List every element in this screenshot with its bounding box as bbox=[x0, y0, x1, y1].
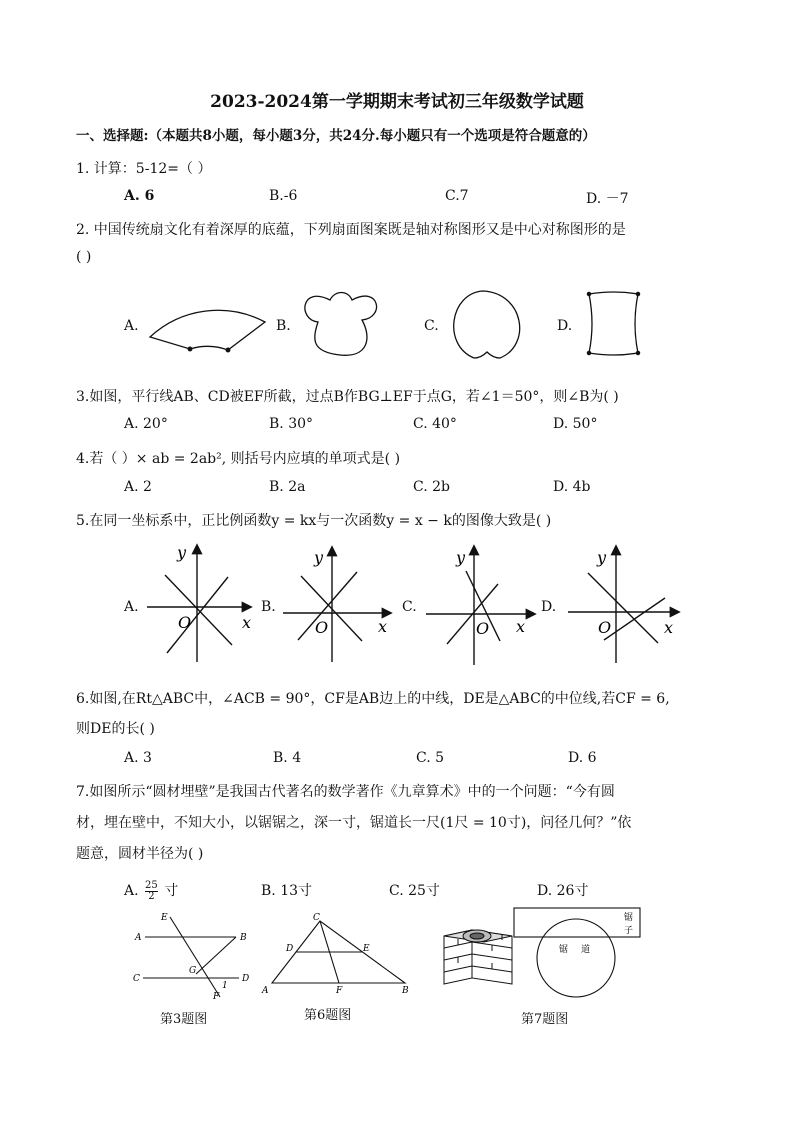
q2-option-a[interactable]: A. bbox=[124, 318, 139, 334]
graph-c-y-label: y bbox=[456, 548, 466, 567]
q3-option-c[interactable]: C. 40° bbox=[413, 416, 457, 432]
question-6-stem-line1: 6.如图,在Rt△ABC中，∠ACB = 90°，CF是AB边上的中线，DE是△ABC的中位线,若CF = 6, bbox=[76, 691, 670, 707]
q2-option-d[interactable]: D. bbox=[557, 318, 573, 334]
q4-option-c[interactable]: C. 2b bbox=[413, 479, 450, 495]
graph-d-x-label: x bbox=[664, 618, 674, 637]
q7-option-a-numerator: 25 bbox=[145, 879, 158, 891]
q1-option-a[interactable]: A. 6 bbox=[124, 188, 155, 204]
question-1-stem: 1. 计算：5-12=（ ） bbox=[76, 161, 212, 177]
section-heading: 一、选择题:（本题共8小题，每小题3分，共24分.每小题只有一个选项是符合题意的） bbox=[76, 128, 596, 144]
fig7-saw-char1: 锯 bbox=[624, 913, 634, 923]
page-title: 2023-2024第一学期期末考试初三年级数学试题 bbox=[210, 92, 584, 112]
fig7-road-char2: 道 bbox=[581, 945, 591, 955]
q5-option-b[interactable]: B. bbox=[261, 599, 276, 615]
q6-option-b[interactable]: B. 4 bbox=[273, 750, 302, 766]
fig3-label-1: 1 bbox=[222, 981, 228, 991]
fig7-saw-char2: 子 bbox=[624, 926, 634, 936]
q1-option-c[interactable]: C.7 bbox=[445, 188, 469, 204]
graph-a-y-label: y bbox=[177, 543, 187, 562]
q4-option-d[interactable]: D. 4b bbox=[553, 479, 591, 495]
graph-b-origin: O bbox=[315, 618, 329, 637]
question-3-stem: 3.如图，平行线AB、CD被EF所截，过点B作BG⊥EF于点G，若∠1＝50°，则∠B为( ) bbox=[76, 389, 619, 405]
question-7-stem-line2: 材，埋在壁中，不知大小，以锯锯之，深一寸，锯道长一尺(1尺 = 10寸)，问径几何？”依 bbox=[76, 815, 632, 831]
q7-option-d[interactable]: D. 26寸 bbox=[537, 883, 589, 899]
q5-option-a[interactable]: A. bbox=[124, 599, 139, 615]
question-6-stem-line2: 则DE的长( ) bbox=[76, 721, 155, 737]
graph-a-origin: O bbox=[178, 613, 192, 632]
q3-option-d[interactable]: D. 50° bbox=[553, 416, 598, 432]
q6-option-d[interactable]: D. 6 bbox=[568, 750, 597, 766]
question-4-stem: 4.若（ ）× ab = 2ab², 则括号内应填的单项式是( ) bbox=[76, 451, 401, 467]
graph-d-origin: O bbox=[598, 618, 612, 637]
q5-option-c[interactable]: C. bbox=[402, 599, 417, 615]
q7-option-a-unit: 寸 bbox=[164, 883, 179, 899]
q4-option-b[interactable]: B. 2a bbox=[269, 479, 306, 495]
q3-option-a[interactable]: A. 20° bbox=[124, 416, 168, 432]
fig3-label-g: G bbox=[189, 966, 197, 976]
q6-option-c[interactable]: C. 5 bbox=[416, 750, 445, 766]
q3-option-b[interactable]: B. 30° bbox=[269, 416, 314, 432]
figure-7-caption: 第7题图 bbox=[521, 1012, 569, 1027]
q7-option-a-denominator: 2 bbox=[148, 890, 155, 902]
graph-c-origin: O bbox=[476, 619, 490, 638]
q4-option-a[interactable]: A. 2 bbox=[124, 479, 152, 495]
fig6-label-d: D bbox=[286, 944, 294, 954]
question-2-stem-line1: 2. 中国传统扇文化有着深厚的底蕴，下列扇面图案既是轴对称图形又是中心对称图形的是 bbox=[76, 222, 626, 238]
figure-3-caption: 第3题图 bbox=[160, 1012, 208, 1027]
fig3-label-d: D bbox=[242, 974, 250, 984]
q5-option-d[interactable]: D. bbox=[541, 599, 557, 615]
fig3-label-e: E bbox=[161, 913, 168, 923]
graph-c-x-label: x bbox=[516, 617, 526, 636]
fig3-label-c: C bbox=[133, 974, 140, 984]
fig7-road-char1: 锯 bbox=[559, 945, 569, 955]
fig3-label-b: B bbox=[240, 933, 247, 943]
question-7-stem-line3: 题意，圆材半径为( ) bbox=[76, 846, 204, 862]
figure-7-saw bbox=[514, 908, 640, 997]
q2-option-c[interactable]: C. bbox=[424, 318, 439, 334]
fig6-label-b: B bbox=[402, 986, 409, 996]
figure-6-caption: 第6题图 bbox=[304, 1008, 352, 1023]
fig6-label-f: F bbox=[336, 986, 343, 996]
graph-d-y-label: y bbox=[597, 548, 607, 567]
graph-b-y-label: y bbox=[314, 548, 324, 567]
q1-option-b[interactable]: B.-6 bbox=[269, 188, 298, 204]
question-5-stem: 5.在同一坐标系中，正比例函数y = kx与一次函数y = x − k的图像大致是( ) bbox=[76, 513, 552, 529]
q2-option-b[interactable]: B. bbox=[276, 318, 291, 334]
question-2-stem-line2: ( ) bbox=[76, 249, 92, 265]
q7-option-c[interactable]: C. 25寸 bbox=[389, 883, 440, 899]
question-7-stem-line1: 7.如图所示“圆材埋壁”是我国古代著名的数学著作《九章算术》中的一个问题：“今有圆 bbox=[76, 784, 615, 800]
graph-a-x-label: x bbox=[242, 613, 252, 632]
figure-7-wall bbox=[444, 930, 512, 984]
fig6-label-e: E bbox=[363, 944, 370, 954]
q6-option-a[interactable]: A. 3 bbox=[124, 750, 152, 766]
fig6-label-c: C bbox=[313, 913, 320, 923]
fig3-label-a: A bbox=[135, 933, 142, 943]
q1-option-d[interactable]: D. －7 bbox=[586, 191, 629, 207]
graph-b-x-label: x bbox=[378, 617, 388, 636]
q7-option-a-letter: A. bbox=[124, 883, 139, 899]
fig6-label-a: A bbox=[262, 986, 269, 996]
fig3-label-f: F bbox=[213, 992, 220, 1002]
q7-option-b[interactable]: B. 13寸 bbox=[261, 883, 313, 899]
